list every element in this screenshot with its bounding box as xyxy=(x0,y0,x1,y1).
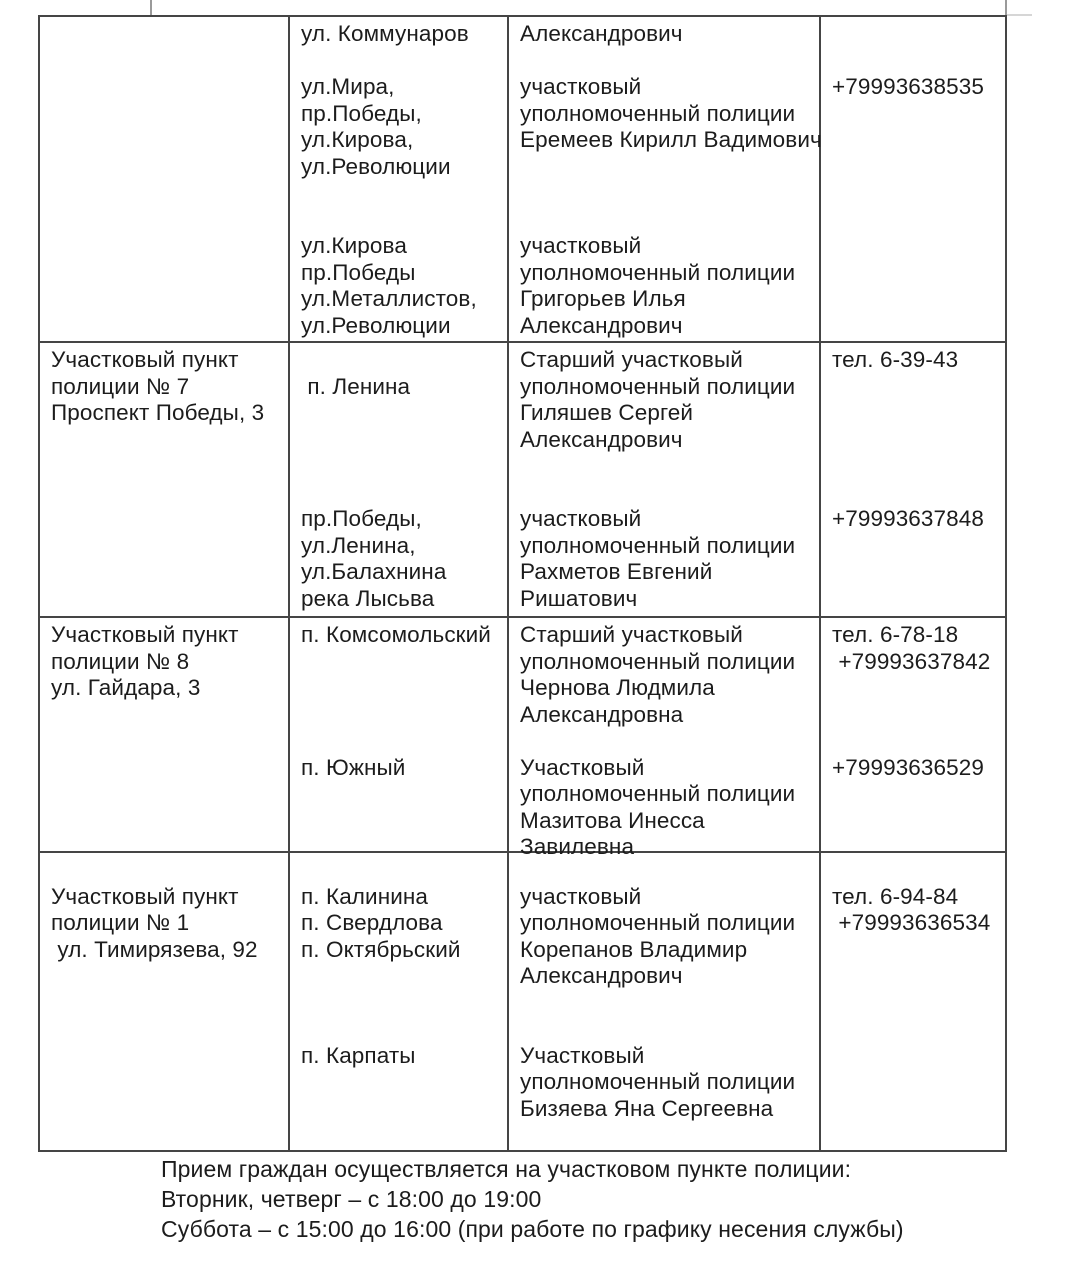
table-cell xyxy=(509,17,821,341)
text-line: п. Свердлова xyxy=(301,910,443,935)
text-line: Ришатович xyxy=(520,585,638,611)
text-line: полиции № 8 xyxy=(51,648,190,674)
text-line xyxy=(51,857,282,884)
text-line: Завилевна xyxy=(520,834,635,859)
text-line: п. Ленина xyxy=(301,373,411,399)
text-line xyxy=(520,48,813,75)
text-line xyxy=(520,990,813,1017)
text-line: ул.Революции xyxy=(301,153,451,179)
text-line: уполномоченный полиции xyxy=(520,1069,796,1094)
text-line xyxy=(832,453,999,480)
text-line: Старший участковый xyxy=(520,622,743,647)
text-line xyxy=(301,347,501,374)
text-line: участковый xyxy=(520,506,642,531)
text-line xyxy=(301,675,501,702)
text-line: ул.Балахнина xyxy=(301,559,447,584)
table-border-extension xyxy=(1007,14,1032,16)
text-line: п. Калинина xyxy=(301,883,429,909)
text-line xyxy=(832,374,999,401)
text-line: Гиляшев Сергей xyxy=(520,400,694,425)
text-line: Григорьев Илья xyxy=(520,286,686,311)
text-line xyxy=(301,480,501,507)
table-cell xyxy=(290,17,509,341)
text-line: +79993637848 xyxy=(832,506,984,531)
text-line xyxy=(301,649,501,676)
table-cell xyxy=(821,343,1005,616)
text-line xyxy=(832,857,999,884)
text-line xyxy=(832,400,999,427)
text-line: ул.Революции xyxy=(301,312,451,338)
table-border-stub-left xyxy=(150,0,152,16)
text-line: Александровна xyxy=(520,701,684,727)
text-line: уполномоченный полиции xyxy=(520,259,796,285)
text-line: ул. Тимирязева, 92 xyxy=(51,936,258,962)
table-cell xyxy=(40,618,290,861)
text-line: пр.Победы, xyxy=(301,100,422,126)
schedule-line: Вторник, четверг – с 18:00 до 19:00 xyxy=(161,1186,542,1212)
text-line xyxy=(520,453,813,480)
text-line: уполномоченный полиции xyxy=(520,532,796,558)
schedule-line: Прием граждан осуществляется на участковом пункте полиции: xyxy=(161,1156,852,1182)
table-cell xyxy=(40,853,290,1150)
table-cell xyxy=(509,618,821,861)
police-table xyxy=(38,15,1007,1152)
table-cell xyxy=(40,343,290,616)
text-line xyxy=(520,480,813,507)
text-line: река Лысьва xyxy=(301,585,435,611)
text-line xyxy=(520,728,813,755)
text-line: ул.Кирова xyxy=(301,233,407,258)
text-line: Александрович xyxy=(520,312,683,338)
text-line xyxy=(520,207,813,234)
text-line: Еремеев Кирилл Вадимович xyxy=(520,127,822,152)
text-line xyxy=(520,180,813,207)
text-line xyxy=(301,48,501,75)
text-line: Александрович xyxy=(520,963,683,988)
text-line xyxy=(832,675,999,702)
text-line: ул.Кирова, xyxy=(301,127,414,152)
text-line: Александрович xyxy=(520,426,683,452)
text-line xyxy=(301,427,501,454)
text-line: п. Октябрьский xyxy=(301,936,461,962)
text-line xyxy=(520,1016,813,1043)
schedule-line: Суббота – с 15:00 до 16:00 (при работе по графику несения службы) xyxy=(161,1216,904,1242)
text-line xyxy=(832,48,999,75)
text-line: уполномоченный полиции xyxy=(520,373,796,399)
text-line: ул.Ленина, xyxy=(301,532,416,558)
text-line: участковый xyxy=(520,883,642,909)
text-line: Александрович xyxy=(520,21,683,46)
text-line: Проспект Победы, 3 xyxy=(51,400,265,425)
text-line: +79993636529 xyxy=(832,754,984,780)
text-line: уполномоченный полиции xyxy=(520,781,796,806)
text-line xyxy=(520,154,813,181)
text-line: уполномоченный полиции xyxy=(520,100,796,126)
text-line: ул. Коммунаров xyxy=(301,21,469,46)
text-line: ул.Металлистов, xyxy=(301,286,477,311)
table-cell xyxy=(509,343,821,616)
text-line xyxy=(520,857,813,884)
text-line: +79993636534 xyxy=(832,910,991,935)
text-line: участковый xyxy=(520,233,642,258)
text-line xyxy=(832,480,999,507)
text-line: Чернова Людмила xyxy=(520,675,715,700)
text-line: уполномоченный полиции xyxy=(520,910,796,935)
text-line xyxy=(301,990,501,1017)
table-row xyxy=(40,343,1005,618)
table-cell xyxy=(290,618,509,861)
text-line: п. Комсомольский xyxy=(301,622,491,647)
table-row xyxy=(40,17,1005,343)
text-line xyxy=(301,1016,501,1043)
text-line: тел. 6-39-43 xyxy=(832,347,959,372)
text-line xyxy=(301,453,501,480)
text-line: пр.Победы xyxy=(301,259,416,285)
text-line: Участковый пункт xyxy=(51,883,239,909)
table-cell xyxy=(40,17,290,341)
text-line xyxy=(301,963,501,990)
text-line: Участковый xyxy=(520,1042,645,1068)
table-row xyxy=(40,853,1005,1150)
text-line: Рахметов Евгений xyxy=(520,559,713,584)
text-line: тел. 6-94-84 xyxy=(832,883,959,909)
table-cell xyxy=(509,853,821,1150)
text-line: +79993638535 xyxy=(832,74,984,99)
text-line: полиции № 1 xyxy=(51,910,190,935)
text-line: пр.Победы, xyxy=(301,506,422,531)
text-line: Участковый пункт xyxy=(51,622,239,647)
text-line: уполномоченный полиции xyxy=(520,648,796,674)
table-cell xyxy=(821,853,1005,1150)
text-line xyxy=(301,400,501,427)
text-line xyxy=(832,21,999,48)
text-line xyxy=(301,180,501,207)
text-line: п. Южный xyxy=(301,754,406,780)
text-line: полиции № 7 xyxy=(51,373,190,399)
table-cell xyxy=(821,618,1005,861)
text-line: Участковый xyxy=(520,754,645,780)
text-line: Корепанов Владимир xyxy=(520,936,748,962)
text-line xyxy=(301,207,501,234)
text-line xyxy=(832,427,999,454)
text-line: участковый xyxy=(520,74,642,99)
text-line xyxy=(832,702,999,729)
text-line: тел. 6-78-18 xyxy=(832,622,959,647)
text-line: ул. Гайдара, 3 xyxy=(51,675,201,700)
text-line: п. Карпаты xyxy=(301,1042,416,1068)
text-line xyxy=(301,857,501,884)
text-line: ул.Мира, xyxy=(301,74,395,99)
reception-schedule xyxy=(161,1154,1041,1244)
text-line xyxy=(832,728,999,755)
text-line: Бизяева Яна Сергеевна xyxy=(520,1095,774,1121)
table-cell xyxy=(821,17,1005,341)
text-line: +79993637842 xyxy=(832,648,991,674)
table-cell xyxy=(290,853,509,1150)
text-line: Старший участковый xyxy=(520,347,743,372)
text-line: Участковый пункт xyxy=(51,347,239,372)
text-line xyxy=(301,702,501,729)
text-line xyxy=(301,728,501,755)
text-line: Мазитова Инесса xyxy=(520,807,705,833)
table-cell xyxy=(290,343,509,616)
table-row xyxy=(40,618,1005,859)
